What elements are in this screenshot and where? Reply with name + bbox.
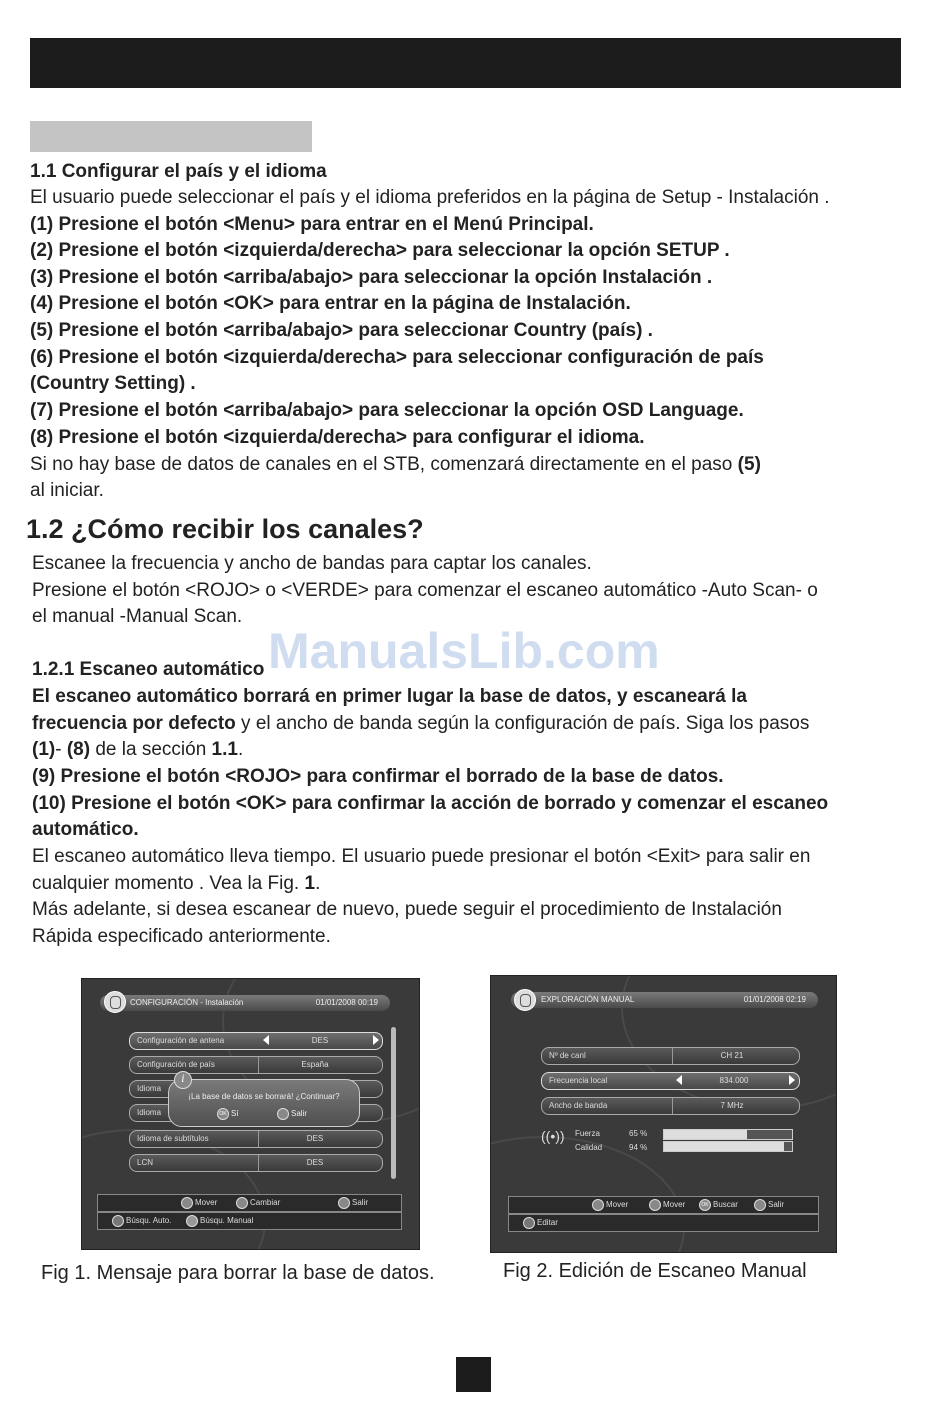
line3-b1: (1) [32, 739, 56, 760]
fig2-row-bandwidth[interactable] [541, 1097, 800, 1115]
left-right-icon [649, 1199, 661, 1211]
red-button-icon [523, 1217, 535, 1229]
row-label: Nº de canl [549, 1051, 586, 1060]
exit-icon [754, 1199, 766, 1211]
page-number-box [456, 1357, 491, 1392]
line3-t2: de la sección [90, 739, 212, 760]
edit-label: Editar [537, 1218, 558, 1228]
dialog-exit-button[interactable] [277, 1108, 307, 1120]
header-bar [30, 38, 901, 88]
row-label: Configuración de país [137, 1060, 215, 1069]
hint-exit-label: Salir [352, 1198, 369, 1208]
fig2-caption: Fig 2. Edición de Escaneo Manual [503, 1260, 807, 1282]
fig1-title-bar [100, 995, 390, 1011]
info-icon: i [174, 1071, 192, 1089]
dialog-exit-label: Salir [291, 1109, 308, 1119]
fig2-color-buttons [508, 1214, 819, 1232]
divider [258, 1131, 259, 1147]
note-step: (5) [737, 454, 761, 475]
step-2: (2) Presione el botón <izquierda/derecha> para seleccionar la opción SETUP . [30, 240, 730, 261]
hint-change [236, 1197, 280, 1209]
green-button-icon [186, 1215, 198, 1227]
section-1-2-1-heading: 1.2.1 Escaneo automático [32, 659, 265, 680]
arrow-left-icon[interactable] [263, 1035, 269, 1045]
step-5: (5) Presione el botón <arriba/abajo> para seleccionar Country (país) . [30, 320, 653, 341]
step-10-cont: automático. [32, 819, 139, 840]
hint-search-label: Buscar [713, 1200, 738, 1210]
line2-bold: frecuencia por defecto [32, 713, 236, 734]
strength-label: Fuerza [575, 1129, 600, 1138]
fig2-row-frequency[interactable] [541, 1072, 800, 1090]
fig1-row-antenna[interactable] [129, 1032, 383, 1050]
hint-exit [338, 1197, 368, 1209]
step-7: (7) Presione el botón <arriba/abajo> para seleccionar la opción OSD Language. [30, 400, 744, 421]
row-value: España [301, 1060, 329, 1069]
section-label-bar [30, 121, 312, 152]
antenna-signal-icon: ((•)) [541, 1128, 565, 1144]
step-6: (6) Presione el botón <izquierda/derecha> para seleccionar configuración de país [30, 347, 764, 368]
manual-scan-button[interactable] [186, 1215, 253, 1227]
fig1-color-buttons [97, 1212, 402, 1230]
section-1-1-note-line2: al iniciar. [30, 480, 104, 501]
section-1-2-1-line3 [32, 737, 243, 764]
section-1-2-heading: 1.2 ¿Cómo recibir los canales? [26, 514, 424, 544]
step-10: (10) Presione el botón <OK> para confirmar la acción de borrado y comenzar el escaneo [32, 793, 829, 814]
hint-change-label: Cambiar [250, 1198, 281, 1208]
fig1-confirm-dialog [168, 1079, 360, 1127]
section-1-1-note [30, 452, 761, 479]
row-label: Idioma [137, 1108, 162, 1117]
auto-scan-button[interactable] [112, 1215, 171, 1227]
fig1-screen [81, 978, 420, 1250]
fig1-scrollbar[interactable] [391, 1027, 396, 1179]
left-right-icon [236, 1197, 248, 1209]
fig2-screen [490, 975, 837, 1253]
menu-logo-icon [104, 991, 126, 1013]
para-1-line1: El escaneo automático lleva tiempo. El usuario puede presionar el botón <Exit> para salir en [32, 846, 811, 867]
fig1-hint-bar [97, 1194, 402, 1212]
hint-move [181, 1197, 217, 1209]
row-label: LCN [137, 1158, 154, 1167]
hint-search [699, 1199, 738, 1211]
fig2-hint-bar [508, 1196, 819, 1214]
fig1-datetime: 01/01/2008 00:19 [315, 998, 378, 1007]
fig2-datetime: 01/01/2008 02:19 [743, 995, 806, 1004]
section-1-2-line1: Escanee la frecuencia y ancho de bandas para captar los canales. [32, 553, 592, 574]
exit-icon [277, 1108, 289, 1120]
arrow-right-icon[interactable] [789, 1075, 795, 1085]
quality-bar-fill [664, 1142, 784, 1151]
menu-logo-icon [514, 989, 536, 1011]
row-label: Idioma de subtítulos [137, 1134, 209, 1143]
edit-button[interactable] [523, 1217, 558, 1229]
step-9: (9) Presione el botón <ROJO> para confirmar el borrado de la base de datos. [32, 766, 724, 787]
bg-swirl [490, 1136, 685, 1253]
dialog-yes-label: Sí [231, 1109, 239, 1119]
row-label: Configuración de antena [137, 1036, 225, 1045]
para-1-text: cualquier momento . Vea la Fig. [32, 873, 305, 894]
divider [672, 1098, 673, 1114]
hint-move-leftright [649, 1199, 685, 1211]
para-2-line1: Más adelante, si desea escanear de nuevo, puede seguir el procedimiento de Instalación [32, 899, 782, 920]
arrow-left-icon[interactable] [676, 1075, 682, 1085]
step-6-cont: (Country Setting) . [30, 373, 196, 394]
ok-icon: OK [217, 1108, 229, 1120]
up-down-icon [592, 1199, 604, 1211]
row-value: DES [311, 1036, 329, 1045]
step-4: (4) Presione el botón <OK> para entrar en la página de Instalación. [30, 293, 631, 314]
para-1-line2 [32, 871, 320, 898]
fig2-row-channel[interactable] [541, 1047, 800, 1065]
line3-t3: . [237, 739, 244, 760]
quality-value: 94 % [629, 1143, 648, 1152]
fig1-caption: Fig 1. Mensaje para borrar la base de datos. [41, 1262, 435, 1284]
fig1-row-subtitles[interactable] [129, 1130, 383, 1148]
hint-move1-label: Mover [606, 1200, 629, 1210]
note-text: Si no hay base de datos de canales en el STB, comenzará directamente en el paso [30, 454, 738, 475]
divider [258, 1057, 259, 1073]
row-value: DES [306, 1134, 324, 1143]
strength-bar [663, 1129, 793, 1140]
row-value: CH 21 [720, 1051, 744, 1060]
line2-rest: y el ancho de banda según la configuración de país. Siga los pasos [235, 713, 810, 734]
step-3: (3) Presione el botón <arriba/abajo> para seleccionar la opción Instalación . [30, 267, 713, 288]
section-1-2-1-line2 [32, 711, 809, 738]
fig1-title: CONFIGURACIÓN - Instalación [130, 998, 244, 1007]
row-label: Ancho de banda [549, 1101, 608, 1110]
row-label: Frecuencia local [549, 1076, 608, 1085]
line3-b2: (8) [66, 739, 91, 760]
quality-label: Calidad [575, 1143, 603, 1152]
exit-icon [338, 1197, 350, 1209]
strength-bar-fill [664, 1130, 747, 1139]
ok-icon: OK [699, 1199, 711, 1211]
hint-exit-label: Salir [768, 1200, 785, 1210]
section-1-1-intro: El usuario puede seleccionar el país y el idioma preferidos en la página de Setup - Instalación . [30, 187, 830, 208]
section-1-2-1-line1: El escaneo automático borrará en primer lugar la base de datos, y escaneará la [32, 686, 747, 707]
hint-move-updown [592, 1199, 628, 1211]
step-1: (1) Presione el botón <Menu> para entrar en el Menú Principal. [30, 214, 594, 235]
section-1-2-line3: el manual -Manual Scan. [32, 606, 243, 627]
section-1-2-line2: Presione el botón <ROJO> o <VERDE> para comenzar el escaneo automático -Auto Scan- o [32, 580, 818, 601]
line3-b3: 1.1 [211, 739, 238, 760]
section-1-1-heading: 1.1 Configurar el país y el idioma [30, 161, 327, 182]
fig1-row-lcn[interactable] [129, 1154, 383, 1172]
divider [258, 1155, 259, 1171]
row-value: 834.000 [719, 1076, 749, 1085]
step-8: (8) Presione el botón <izquierda/derecha> para configurar el idioma. [30, 427, 645, 448]
dialog-yes-button[interactable] [217, 1108, 239, 1120]
hint-exit [754, 1199, 784, 1211]
manual-scan-label: Búsqu. Manual [200, 1216, 254, 1226]
line3-t1: - [55, 739, 67, 760]
para-2-line2: Rápida especificado anteriormente. [32, 926, 331, 947]
row-value: DES [306, 1158, 324, 1167]
row-value: 7 MHz [720, 1101, 744, 1110]
dialog-message: ¡La base de datos se borrará! ¿Continuar? [188, 1092, 340, 1101]
red-button-icon [112, 1215, 124, 1227]
strength-value: 65 % [629, 1129, 648, 1138]
hint-move-label: Mover [195, 1198, 218, 1208]
para-1-fignum: 1 [304, 873, 316, 894]
fig2-title: EXPLORACIÓN MANUAL [541, 995, 635, 1004]
up-down-icon [181, 1197, 193, 1209]
fig1-row-country[interactable] [129, 1056, 383, 1074]
watermark: ManualsLib.com [268, 623, 660, 679]
row-label: Idioma [137, 1084, 162, 1093]
para-1-end: . [315, 873, 321, 894]
fig2-title-bar [511, 992, 818, 1008]
auto-scan-label: Búsqu. Auto. [126, 1216, 172, 1226]
hint-move2-label: Mover [663, 1200, 686, 1210]
quality-bar [663, 1141, 793, 1152]
divider [672, 1048, 673, 1064]
arrow-right-icon[interactable] [373, 1035, 379, 1045]
